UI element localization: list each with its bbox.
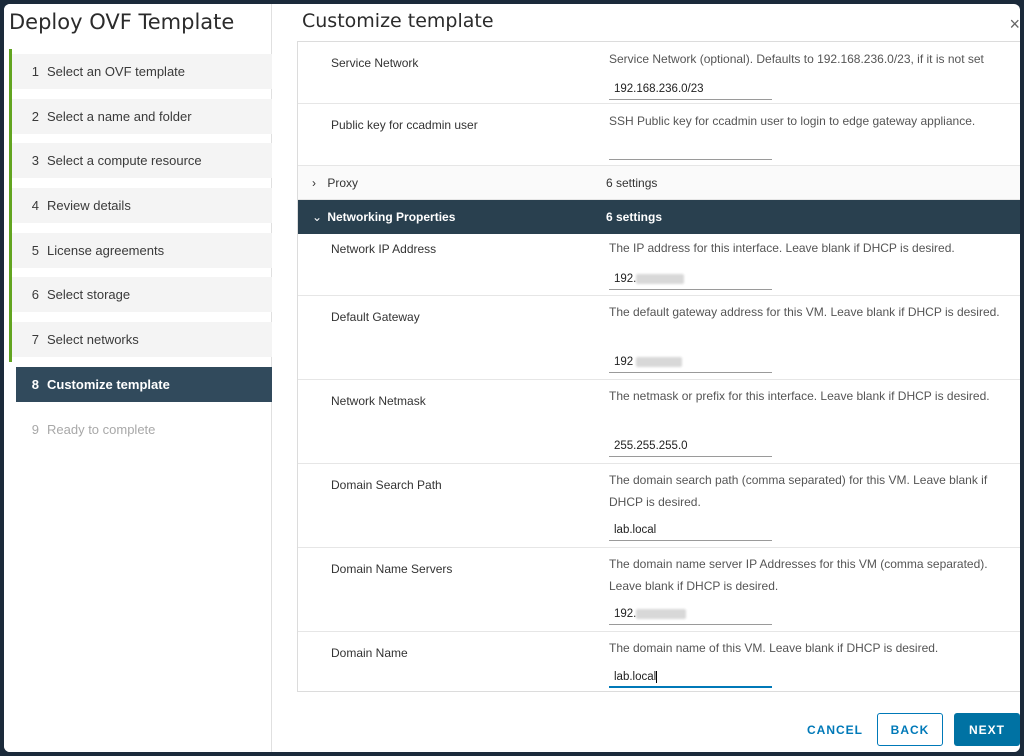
chevron-down-icon: ⌄ xyxy=(312,210,323,224)
row-domain-name xyxy=(298,632,1020,692)
group-label xyxy=(312,176,358,190)
field-value: lab.local xyxy=(614,671,657,683)
property-description: The domain search path (comma separated) for this VM. Leave blank if DHCP is desired. xyxy=(609,473,988,509)
property-description: The netmask or prefix for this interface. Leave blank if DHCP is desired. xyxy=(609,389,990,403)
row-public-key xyxy=(298,104,1020,166)
group-label xyxy=(312,210,455,224)
step-label: Select a name and folder xyxy=(47,108,192,124)
property-name: Domain Search Path xyxy=(331,478,442,492)
network-ip-input[interactable] xyxy=(609,268,772,290)
property-description: SSH Public key for ccadmin user to login to edge gateway appliance. xyxy=(609,114,976,128)
step-customize-template[interactable] xyxy=(16,367,272,402)
main-content xyxy=(272,4,1020,752)
wizard-title: Deploy OVF Template xyxy=(9,10,235,34)
step-number: 6 xyxy=(31,287,39,303)
step-number: 4 xyxy=(31,198,39,214)
step-label: Customize template xyxy=(47,376,170,392)
field-value: 192. xyxy=(614,273,637,285)
property-name: Domain Name Servers xyxy=(331,562,453,576)
network-netmask-input[interactable]: 255.255.255.0 xyxy=(609,435,772,457)
step-number: 5 xyxy=(31,242,39,258)
property-description: The IP address for this interface. Leave blank if DHCP is desired. xyxy=(609,241,955,255)
property-name: Network IP Address xyxy=(331,242,437,256)
deploy-ovf-dialog xyxy=(4,4,1020,752)
property-description: Service Network (optional). Defaults to 192.168.236.0/23, if it is not set xyxy=(609,52,984,66)
step-ready-to-complete xyxy=(9,412,272,447)
group-networking-properties[interactable] xyxy=(298,200,1020,234)
wizard-steps xyxy=(9,54,272,456)
close-icon[interactable]: × xyxy=(1009,14,1020,34)
text-cursor xyxy=(656,671,657,683)
step-label: Select networks xyxy=(47,332,139,348)
property-description: The domain name server IP Addresses for this VM (comma separated). Leave blank if DHCP is desired. xyxy=(609,557,988,593)
field-value: 192 xyxy=(614,356,634,368)
cancel-button[interactable]: CANCEL xyxy=(807,722,863,737)
step-number: 8 xyxy=(31,376,39,392)
property-name: Service Network xyxy=(331,56,419,70)
group-proxy[interactable] xyxy=(298,166,1020,200)
public-key-input[interactable] xyxy=(609,138,772,160)
redacted-value xyxy=(636,357,682,367)
default-gateway-input[interactable] xyxy=(609,351,772,373)
properties-table xyxy=(297,41,1020,692)
step-label: Select a compute resource xyxy=(47,153,202,169)
redacted-value xyxy=(636,274,684,284)
row-domain-name-servers xyxy=(298,548,1020,632)
step-number: 3 xyxy=(31,153,39,169)
step-license-agreements[interactable] xyxy=(9,233,272,268)
domain-name-input[interactable] xyxy=(609,666,772,688)
step-number: 1 xyxy=(31,64,39,79)
property-name: Public key for ccadmin user xyxy=(331,118,478,132)
group-count: 6 settings xyxy=(606,176,658,190)
step-label: Select an OVF template xyxy=(47,64,186,79)
row-default-gateway xyxy=(298,296,1020,380)
chevron-right-icon: › xyxy=(312,176,316,190)
step-select-storage[interactable] xyxy=(9,277,272,312)
step-select-networks[interactable] xyxy=(9,322,272,357)
property-description: The default gateway address for this VM. Leave blank if DHCP is desired. xyxy=(609,305,1000,319)
step-select-ovf-template[interactable] xyxy=(9,54,272,89)
step-number: 2 xyxy=(31,108,39,124)
redacted-value xyxy=(636,609,686,619)
step-label: Ready to complete xyxy=(47,421,156,437)
step-label: Review details xyxy=(47,198,131,214)
next-button[interactable]: NEXT xyxy=(954,713,1020,746)
step-number: 7 xyxy=(31,332,39,348)
step-label: Select storage xyxy=(47,287,131,303)
property-name: Domain Name xyxy=(331,646,408,660)
property-description: The domain name of this VM. Leave blank if DHCP is desired. xyxy=(609,641,939,655)
field-value: 192. xyxy=(614,608,637,620)
row-network-netmask xyxy=(298,380,1020,464)
step-number: 9 xyxy=(31,421,39,437)
row-network-ip xyxy=(298,234,1020,296)
back-button[interactable]: BACK xyxy=(877,713,943,746)
domain-name-servers-input[interactable] xyxy=(609,603,772,625)
wizard-sidebar xyxy=(4,4,272,752)
group-count: 6 settings xyxy=(606,210,663,224)
step-select-compute-resource[interactable] xyxy=(9,143,272,178)
page-title: Customize template xyxy=(302,10,494,32)
step-label: License agreements xyxy=(47,242,165,258)
property-name: Network Netmask xyxy=(331,394,426,408)
step-select-name-folder[interactable] xyxy=(9,99,272,134)
group-label-text: Proxy xyxy=(327,176,359,190)
step-review-details[interactable] xyxy=(9,188,272,223)
row-service-network xyxy=(298,42,1020,104)
service-network-input[interactable]: 192.168.236.0/23 xyxy=(609,78,772,100)
property-name: Default Gateway xyxy=(331,310,420,324)
row-domain-search-path xyxy=(298,464,1020,548)
group-label-text: Networking Properties xyxy=(327,210,456,224)
domain-search-path-input[interactable]: lab.local xyxy=(609,519,772,541)
